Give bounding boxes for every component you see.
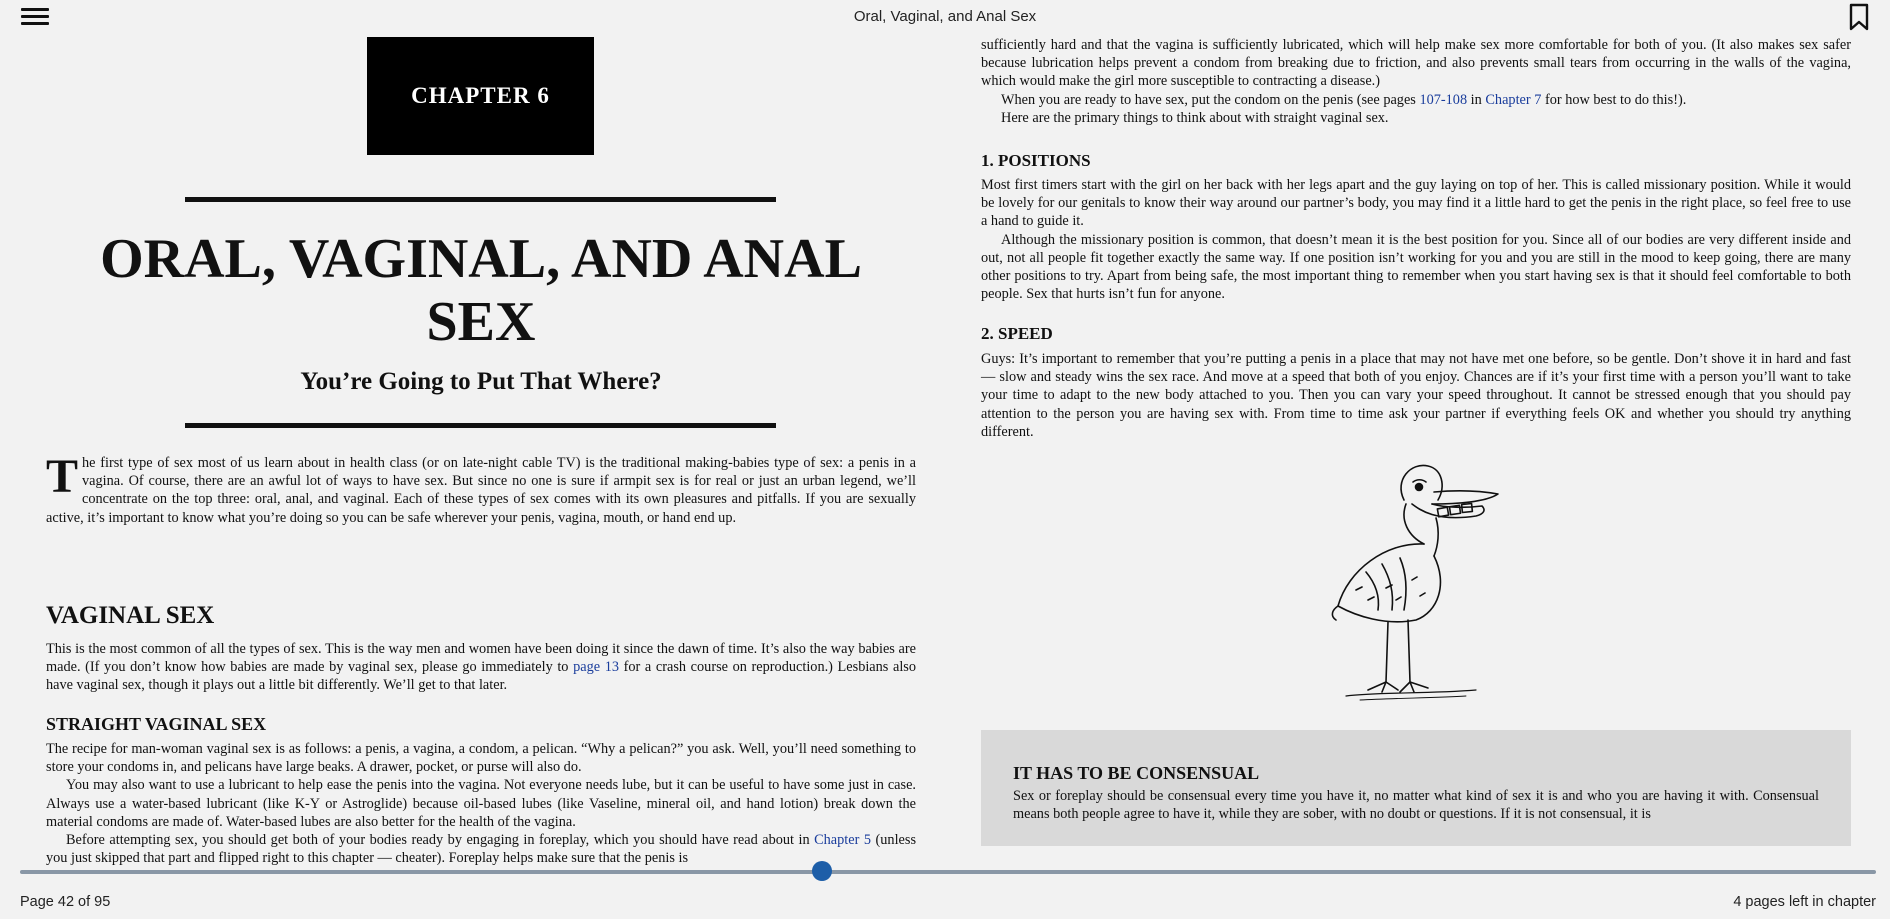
page-progress-slider[interactable] [20,870,1876,874]
section-heading-speed: 2. SPEED [981,324,1053,343]
section-heading-straight-vaginal-sex: STRAIGHT VAGINAL SEX [46,714,267,734]
link-page-13[interactable]: page 13 [573,659,620,676]
paragraph: Most first timers start with the girl on her back with her legs apart and the guy laying on top of her. This is called missionary position. While it would be lovely for our genitals to know their way around our partner’s body, you may find it a little hard to get the penis in the right place, so feel free to use a hand to guide it. [981,177,1851,230]
paragraph: Before attempting sex, you should get both of your bodies ready by engaging in foreplay, which you should have read about in Chapter 5 (unless you just skipped that part and flipped right to this chapter — cheater). Foreplay helps make sure that the penis is [46,832,916,867]
section-heading-vaginal-sex: VAGINAL SEX [46,602,215,629]
chapter-heading: ORAL, VAGINAL, AND ANAL SEX [100,228,862,353]
speed-body [981,350,1851,441]
bookmark-button[interactable] [1848,3,1870,31]
paragraph: Guys: It’s important to remember that you’re putting a penis in a place that may not have met one before, so be gentle. Don’t shove it in hard and fast — slow and steady wins the sex race. And move at a speed that both of you enjoy. Chances are if it’s your first time with a person you’ll want to take your time to adapt to the new body attached to you. Then you can vary your speed throughout. It cannot be stressed enough that you should pay attention to the person you are having sex with. From time to time ask your partner if everything feels OK and whether you should try anything different. [981,351,1851,440]
paragraph: When you are ready to have sex, put the condom on the penis (see pages 107-108 in Chapter 7 for how best to do this!). [1001,91,1687,108]
paragraph: Although the missionary position is common, that doesn’t mean it is the best position for you. Since all of our bodies are very different inside and out, not all people fit together exactly the same way. If one position isn’t working for you and you are still in the mood to keep going, there are many other positions to try. Apart from being safe, the most important thing to remember when you start having sex is that it should feel comfortable to both people. Sex that hurts isn’t fun for anyone. [981,231,1851,303]
page-progress-handle[interactable] [812,861,832,881]
link-chapter-5[interactable]: Chapter 5 [814,832,872,849]
chapter-pages-remaining: 4 pages left in chapter [1733,894,1876,910]
paragraph: Here are the primary things to think about with straight vaginal sex. [1001,109,1389,126]
pelican-illustration [1316,460,1506,710]
positions-body [981,176,1851,303]
section-heading-positions: 1. POSITIONS [981,151,1091,170]
divider-bottom [185,423,776,428]
link-pages-107-108[interactable]: 107-108 [1419,91,1468,108]
link-chapter-7[interactable]: Chapter 7 [1485,91,1542,108]
bookmark-icon [1848,3,1870,31]
divider-top [185,197,776,202]
vaginal-sex-paragraph: This is the most common of all the types of sex. This is the way men and women have been doing it since the dawn of time. It’s also the way babies are made. (If you don’t know how babies are made by vaginal sex, please go immediately to page 13 for a crash course on reproduction.) Lesbians also have vaginal sex, though it plays out a little bit differently. We’ll get to that later. [46,641,917,694]
intro-paragraph: The first type of sex most of us learn about in health class (or on late-night cable TV) is the traditional making-babies type of sex: a penis in a vagina. Of course, there are an awful lot of ways to have sex. But since no one is sure if armpit sex is for real or just an urban legend, we’ll concentrate on the top three: oral, anal, and vaginal. Each of these types of sex comes with its own pleasures and pitfalls. If you are sexually active, it’s important to know what you’re doing so you can be safe wherever your penis, vagina, mouth, or hand end up. [46,450,916,526]
chapter-label: CHAPTER 6 [367,37,594,155]
right-page [981,36,1851,846]
chapter-subtitle: You’re Going to Put That Where? [300,368,662,395]
straight-vaginal-sex-body [46,740,916,870]
paragraph: The recipe for man-woman vaginal sex is as follows: a penis, a vagina, a condom, a pelican. “Why a pelican?” you ask. Well, you’ll need something to store your condoms in, and pelicans have large beaks. A drawer, pocket, or purse will also do. [46,741,916,776]
sidebar-title: IT HAS TO BE CONSENSUAL [1013,763,1260,783]
book-chapter-title: Oral, Vaginal, and Anal Sex [853,8,1037,25]
continued-text [981,36,1851,127]
paragraph: You may also want to use a lubricant to help ease the penis into the vagina. Not everyone needs lube, but it can be useful to have some just in case. Always use a water-based lubricant (like K-Y or Astroglide) because oil-based lubes (like Vaseline, mineral oil, and hand lotion) break down the material condoms are made of. Water-based lubes are also better for the health of the vagina. [46,777,916,830]
page-indicator: Page 42 of 95 [20,894,111,910]
paragraph: sufficiently hard and that the vagina is sufficiently lubricated, which will help make sex more comfortable for both of you. (It also makes sex safer because lubrication helps prevent a condom from breaking due to friction, and also prevents small tears from occurring in the walls of the vagina, which would make the girl more susceptible to contracting a disease.) [981,37,1851,90]
drop-cap: T [46,450,79,503]
sidebar-text: Sex or foreplay should be consensual every time you have it, no matter what kind of sex it is and who you are having it with. Consensual means both people agree to have it, while they are sober, with no doubt or questions. If it is not consensual, it is [1013,788,1819,823]
consent-sidebar [981,730,1851,846]
left-page [46,36,917,867]
